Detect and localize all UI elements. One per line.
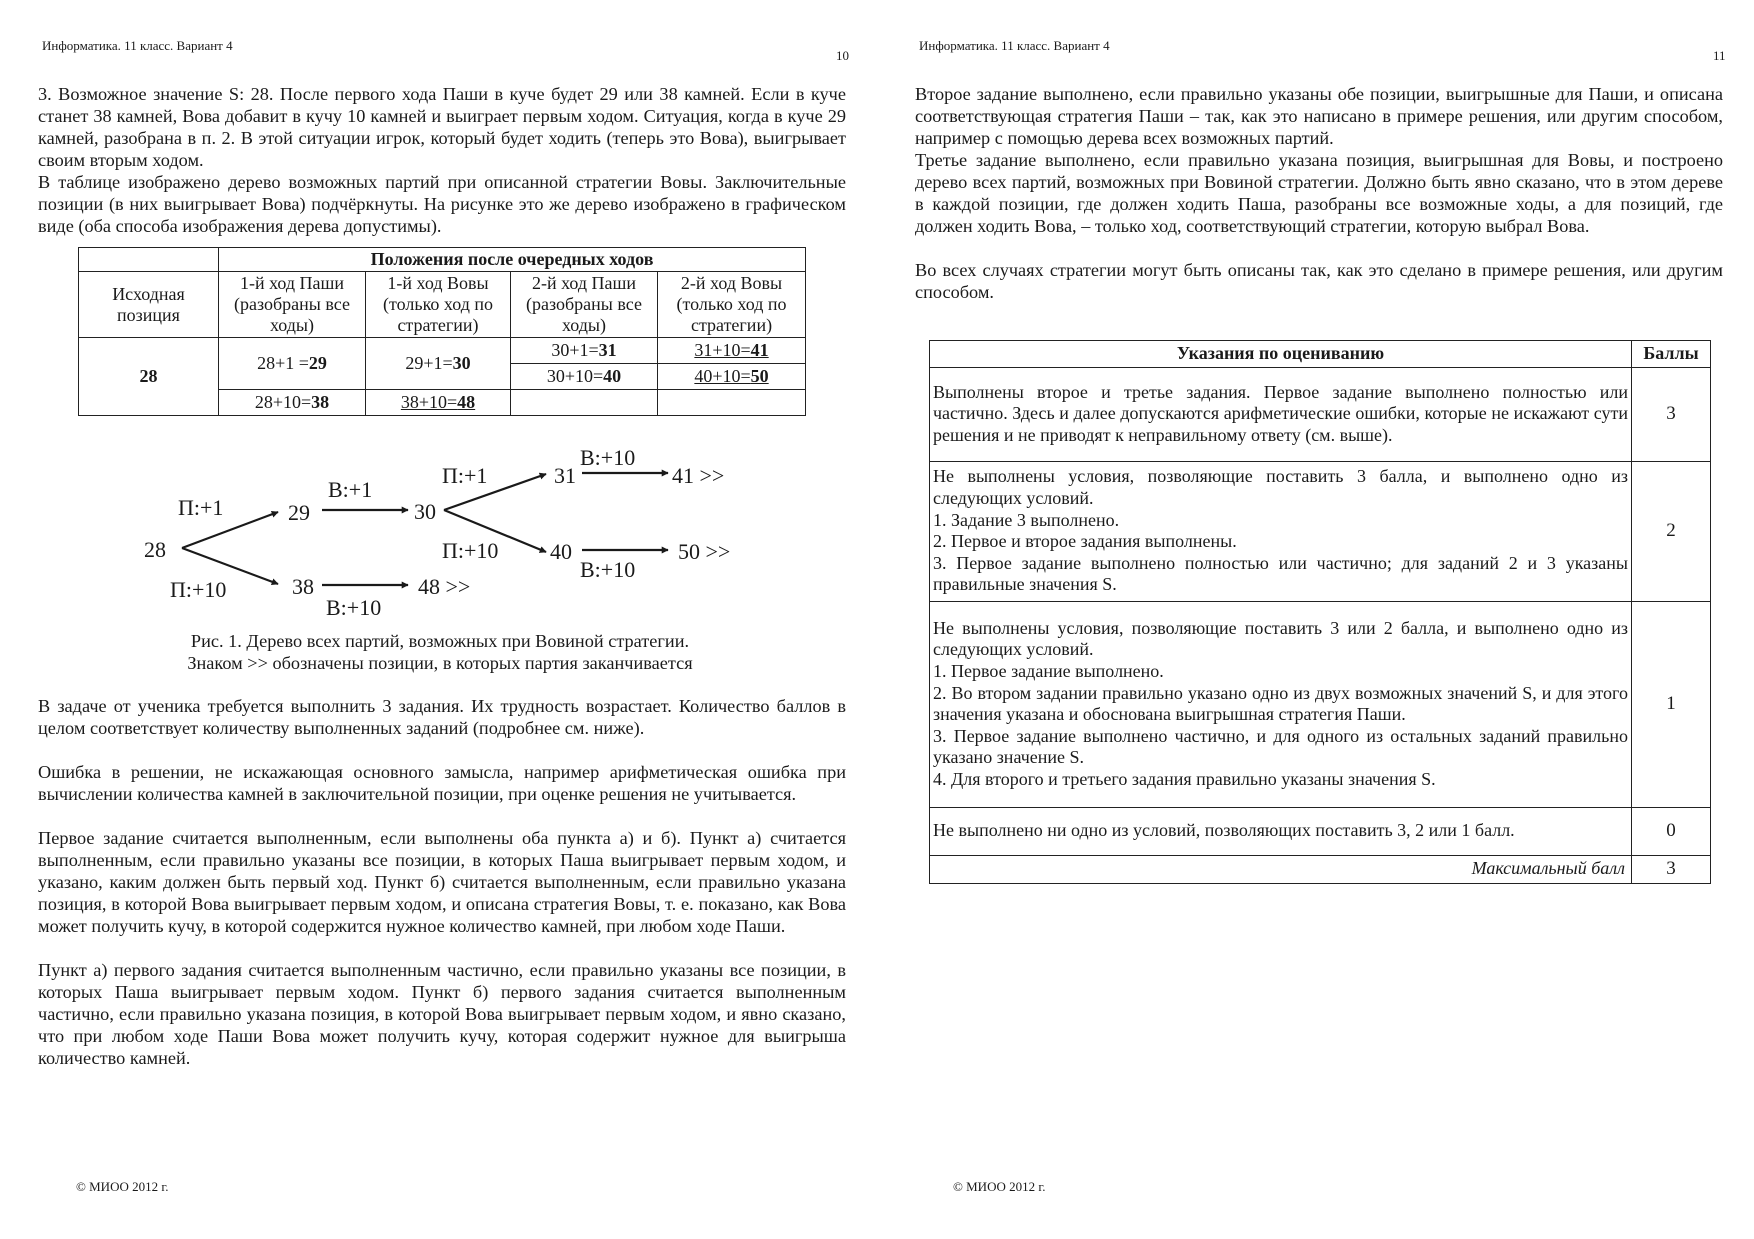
game-tree-figure: [130, 440, 750, 625]
page-number: 10: [836, 48, 849, 63]
paragraph-task1-partial: Пункт а) первого задания считается выполненным частично, если правильно указаны все позиции, в которых Паша выигрывает первым ходом. Пункт б) первого задания считается выполненным частично, если правильно указана позиция, в которой Вова выигрывает первым ходом, и явно сказано, что при любом ходе Паши Вова может получить кучу, которая содержит нужное для выигрыша количество камней.: [38, 960, 846, 1068]
grading-points-3: 3: [1632, 367, 1711, 461]
grading-criteria-1: Не выполнены условия, позволяющие поставить 3 или 2 балла, и выполнено одно из следующих условий. 1. Первое задание выполнено. 2. Во втором задании правильно указано одно из двух возможных значений S, и для этого значения указана и обоснована выигрышная стратегия Паши. 3. Первое задание выполнено частично, и для одного из остальных заданий правильно указано значение S. 4. Для второго и третьего задания правильно указаны значения S.: [930, 601, 1632, 807]
strategy-table: [78, 247, 806, 416]
table-cell-final: 31+10=41: [658, 338, 806, 364]
table-cell: 30+10=40: [511, 364, 658, 390]
paragraph-task2-criteria: Второе задание выполнено, если правильно указаны обе позиции, выигрышные для Паши, и описана соответствующая стратегия Паши – так, как это написано в примере решения, или другим способом, например с помощью дерева всех возможных партий.: [915, 84, 1723, 148]
paragraph-strategy-note: Во всех случаях стратегии могут быть описаны так, как это сделано в примере решения, или другим способом.: [915, 260, 1723, 302]
table-header-move2-pasha: 2-й ход Паши (разобраны все ходы): [511, 272, 658, 338]
table-cell: 28+1 =29: [219, 338, 366, 390]
grading-max-points: 3: [1632, 855, 1711, 883]
table-corner-cell: [79, 248, 219, 272]
grading-header-points: Баллы: [1632, 341, 1711, 368]
tree-node-40: 40: [550, 539, 572, 564]
tree-label-p1: П:+1: [178, 495, 224, 520]
tree-node-41: 41 >>: [672, 463, 725, 488]
grading-points-2: 2: [1632, 461, 1711, 601]
page-number: 11: [1713, 48, 1726, 63]
tree-label-p10-40: П:+10: [442, 538, 499, 563]
tree-label-b10-41: В:+10: [580, 445, 636, 470]
tree-node-50: 50 >>: [678, 539, 731, 564]
footer-copyright: © МИОО 2012 г.: [76, 1179, 169, 1194]
grading-criteria-3: Выполнены второе и третье задания. Первое задание выполнено полностью или частично. Здесь и далее допускаются арифметические ошибки, которые не искажают сути решения и не приводят к неправильному ответу (см. выше).: [930, 367, 1632, 461]
figure-caption-line1: Рис. 1. Дерево всех партий, возможных при Вовиной стратегии.: [190, 631, 690, 651]
tree-node-38: 38: [292, 574, 314, 599]
tree-label-b1: В:+1: [328, 477, 373, 502]
grading-points-1: 1: [1632, 601, 1711, 807]
table-cell-final: 38+10=48: [366, 390, 511, 416]
table-header-move1-pasha: 1-й ход Паши (разобраны все ходы): [219, 272, 366, 338]
paragraph-task-intro: В задаче от ученика требуется выполнить 3 задания. Их трудность возрастает. Количество баллов в целом соответствует количеству выполненных заданий (подробнее см. ниже).: [38, 696, 846, 738]
table-cell-empty: [658, 390, 806, 416]
figure-caption-line2: Знаком >> обозначены позиции, в которых партия заканчивается: [187, 653, 693, 673]
table-header-initial: Исходная позиция: [79, 272, 219, 338]
table-cell: 30+1=31: [511, 338, 658, 364]
table-cell-initial: 28: [79, 338, 219, 416]
tree-label-p1-31: П:+1: [442, 463, 488, 488]
paragraph-tree-intro: В таблице изображено дерево возможных партий при описанной стратегии Вовы. Заключительные позиции (в них выигрывает Вова) подчёркнуты. На рисунке это же дерево изображено в графическом виде (оба способа изображения дерева допустимы).: [38, 172, 846, 236]
tree-node-30: 30: [414, 499, 436, 524]
tree-node-29: 29: [288, 500, 310, 525]
running-header: Информатика. 11 класс. Вариант 4: [919, 38, 1110, 53]
grading-points-0: 0: [1632, 807, 1711, 855]
footer-copyright: © МИОО 2012 г.: [953, 1179, 1046, 1194]
tree-node-31: 31: [554, 463, 576, 488]
grading-table: [929, 340, 1711, 884]
paragraph-error-note: Ошибка в решении, не искажающая основного замысла, например арифметическая ошибка при вычислении количества камней в заключительной позиции, при оценке решения не учитывается.: [38, 762, 846, 804]
table-header-move1-vova: 1-й ход Вовы (только ход по стратегии): [366, 272, 511, 338]
table-header-move2-vova: 2-й ход Вовы (только ход по стратегии): [658, 272, 806, 338]
figure-caption: [100, 630, 780, 674]
tree-label-p10: П:+10: [170, 577, 227, 602]
table-cell-empty: [511, 390, 658, 416]
paragraph-task3-criteria: Третье задание выполнено, если правильно указана позиция, выигрышная для Вовы, и построено дерево всех партий, возможных при Вовиной стратегии. Должно быть явно сказано, что в этом дереве в каждой позиции, где должен ходить Паша, разобраны все возможные ходы, а для позиций, где должен ходить Вова, – только ход, соответствующий стратегии, которую выбрал Вова.: [915, 150, 1723, 236]
table-cell: 28+10=38: [219, 390, 366, 416]
tree-label-b10-48: В:+10: [326, 595, 382, 620]
tree-label-b10-50: В:+10: [580, 557, 636, 582]
paragraph-solution-3: 3. Возможное значение S: 28. После первого хода Паши в куче будет 29 или 38 камней. Если в куче станет 38 камней, Вова добавит в кучу 10 камней и выиграет первым ходом. Ситуация, когда в куче 29 камней, разобрана в п. 2. В этой ситуации игрок, который будет ходить (теперь это Вова), выигрывает своим вторым ходом.: [38, 84, 846, 170]
table-group-header: Положения после очередных ходов: [219, 248, 806, 272]
grading-criteria-0: Не выполнено ни одно из условий, позволяющих поставить 3, 2 или 1 балл.: [930, 807, 1632, 855]
table-cell-final: 40+10=50: [658, 364, 806, 390]
tree-node-28: 28: [144, 537, 166, 562]
grading-header-criteria: Указания по оцениванию: [930, 341, 1632, 368]
grading-criteria-2: Не выполнены условия, позволяющие поставить 3 балла, и выполнено одно из следующих условий. 1. Задание 3 выполнено. 2. Первое и второе задания выполнены. 3. Первое задание выполнено полностью или частично; для заданий 2 и 3 указаны правильные значения S.: [930, 461, 1632, 601]
running-header: Информатика. 11 класс. Вариант 4: [42, 38, 233, 53]
grading-max-label: Максимальный балл: [930, 855, 1632, 883]
paragraph-task1-criteria: Первое задание считается выполненным, если выполнены оба пункта а) и б). Пункт а) считается выполненным, если правильно указаны все позиции, в которых Паша выигрывает первым ходом, и указано, каким должен быть первый ход. Пункт б) считается выполненным, если правильно указана позиция, в которой Вова выигрывает первым ходом, и описана стратегия Вовы, т. е. показано, как Вова может получить кучу, в которой содержится нужное количество камней, при любом ходе Паши.: [38, 828, 846, 936]
tree-node-48: 48 >>: [418, 574, 471, 599]
table-cell: 29+1=30: [366, 338, 511, 390]
